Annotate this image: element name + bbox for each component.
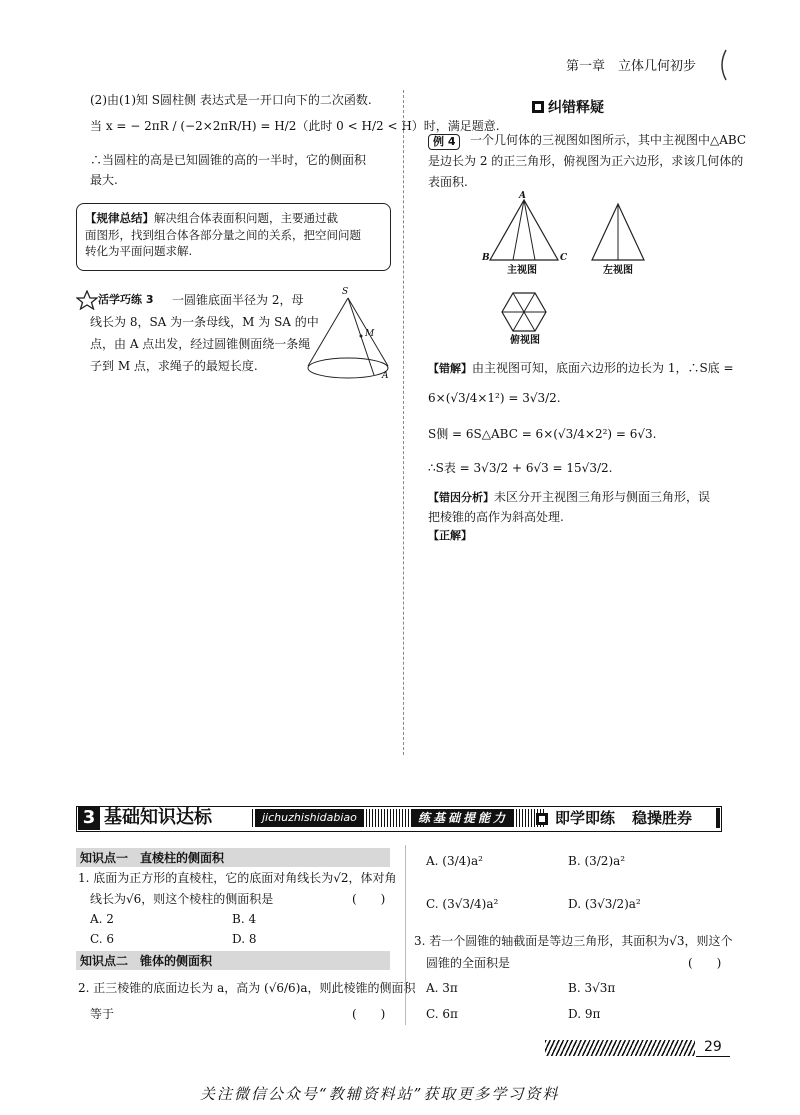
left-view-caption: 左视图 (603, 265, 633, 276)
rule-summary-text3: 转化为平面问题求解. (85, 244, 193, 259)
kp1-optA: A. 2 (90, 912, 114, 926)
wrong-line1: 由主视图可知，底面六边形的边长为 1，∴S底 = (472, 361, 734, 375)
front-view-label-c: C (560, 253, 568, 263)
rule-summary-text2: 面图形，找到组合体各部分量之间的关系，把空间问题 (85, 227, 361, 242)
cone-label-s: S (342, 287, 349, 297)
q2-optC: C. (3√3/4)a² (426, 897, 499, 911)
q3-optA: A. 3π (426, 981, 458, 995)
banner-end-bar (716, 808, 720, 828)
left-text-line4: 最大. (90, 173, 118, 187)
q3-optD: D. 9π (568, 1007, 601, 1021)
q2-optA: A. (3/4)a² (426, 854, 483, 868)
banner-number: 3 (78, 806, 100, 830)
practice-line4: 子到 M 点，求绳子的最短长度. (90, 359, 258, 373)
kp1-q1-line1: 1. 底面为正方形的直棱柱，它的底面对角线长为√2，体对角 (78, 871, 397, 885)
bottom-column-divider (405, 845, 406, 1025)
kp1-optB: B. 4 (232, 912, 257, 926)
correct-label: 【正解】 (428, 529, 472, 542)
rule-summary-text1: 解决组合体表面积问题，主要通过截 (154, 211, 338, 225)
wrong-line3: S侧 = 6S△ABC = 6×(√3/4×2²) = 6√3. (428, 427, 657, 441)
banner-slogan: 练基础提能力 (412, 809, 514, 827)
example-q2: 是边长为 2 的正三角形，俯视图为正六边形，求该几何体的 (428, 154, 744, 168)
column-divider (403, 90, 404, 755)
example-q1: 一个几何体的三视图如图所示，其中主视图中△ABC (470, 133, 747, 147)
example-label: 例 4 (428, 134, 460, 150)
star-icon (76, 290, 98, 310)
header-bracket-icon (716, 48, 730, 82)
practice-line1: 一圆锥底面半径为 2，母 (172, 293, 304, 307)
kp1-title: 知识点一 直棱柱的侧面积 (76, 848, 390, 867)
q3-line1: 3. 若一个圆锥的轴截面是等边三角形，其面积为√3，则这个 (414, 934, 733, 948)
footer-note: 关注微信公众号“教辅资料站”获取更多学习资料 (200, 1085, 560, 1103)
kp1-q1-paren: ( ) (352, 892, 386, 906)
wrong-line2: 6×(√3/4×1²) = 3√3/2. (428, 391, 561, 405)
banner-tag2: 稳操胜券 (632, 809, 693, 827)
cause-line2: 把棱锥的高作为斜高处理. (428, 510, 564, 524)
cone-label-m: M (365, 329, 375, 339)
practice-label: 活学巧练 3 (98, 293, 154, 306)
banner-tag1: 即学即练 (555, 809, 616, 827)
q3-optC: C. 6π (426, 1007, 458, 1021)
wrong-label: 【错解】 (428, 362, 472, 375)
q3-paren: ( ) (688, 956, 722, 970)
kp1-q1-line2: 线长为√6，则这个棱柱的侧面积是 (90, 892, 274, 906)
kp2-title: 知识点二 锥体的侧面积 (76, 951, 390, 970)
cause-line1: 未区分开主视图三角形与侧面三角形，误 (494, 490, 711, 504)
banner-marker-icon (535, 812, 549, 826)
q2-optB: B. (3/2)a² (568, 854, 626, 868)
wrong-line4: ∴S表 = 3√3/2 + 6√3 = 15√3/2. (428, 461, 613, 475)
practice-line2: 线长为 8，SA 为一条母线，M 为 SA 的中 (90, 315, 319, 329)
left-text-line1: (2)由(1)知 S圆柱侧 表达式是一开口向下的二次函数. (90, 93, 372, 107)
banner-pinyin: jichuzhishidabiao (256, 809, 363, 827)
front-view-caption: 主视图 (507, 265, 537, 276)
practice-line3: 点，由 A 点出发，经过圆锥侧面绕一条绳 (90, 337, 311, 351)
page-number: 29 (696, 1038, 730, 1057)
section-marker-icon (531, 100, 545, 114)
example-q3: 表面积. (428, 175, 468, 189)
kp1-optC: C. 6 (90, 932, 115, 946)
cause-label: 【错因分析】 (428, 491, 494, 504)
q2-optD: D. (3√3/2)a² (568, 897, 641, 911)
front-view-label-a: A (519, 191, 526, 201)
rule-summary-label: 【规律总结】 (85, 211, 154, 225)
rule-summary-box (76, 203, 391, 271)
left-text-line2: 当 x = − 2πR / (−2×2πR/H) = H/2（此时 0 < H/2 < H）时，满足题意. (90, 119, 500, 133)
kp2-q2-paren: ( ) (352, 1007, 386, 1021)
chapter-header: 第一章 立体几何初步 (566, 59, 697, 74)
cone-label-a: A (382, 371, 389, 381)
left-text-line3: ∴当圆柱的高是已知圆锥的高的一半时，它的侧面积 (90, 153, 367, 167)
kp2-q2-line2: 等于 (90, 1007, 115, 1021)
page-number-hatch (545, 1040, 695, 1056)
q3-line2: 圆锥的全面积是 (426, 956, 511, 970)
kp1-optD: D. 8 (232, 932, 257, 946)
kp2-q2-line1: 2. 正三棱锥的底面边长为 a，高为 (√6/6)a，则此棱锥的侧面积 (78, 981, 416, 995)
banner-title: 基础知识达标 (104, 807, 212, 828)
error-section-title: 纠错释疑 (548, 100, 604, 116)
front-view-label-b: B (482, 253, 490, 263)
top-view-caption: 俯视图 (510, 335, 540, 346)
q3-optB: B. 3√3π (568, 981, 616, 995)
